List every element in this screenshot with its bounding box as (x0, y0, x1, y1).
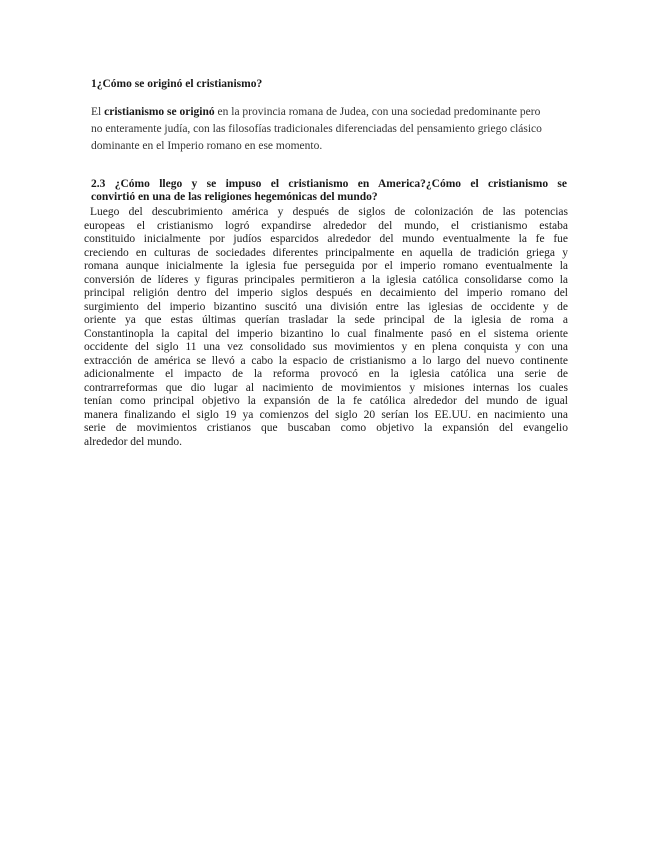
section2-body-line: surgimiento del imperio bizantino suscitó una división entre las iglesias de occidente y de (84, 300, 568, 313)
section2-body-line: constituido inicialmente por judíos esparcidos alrededor del mundo eventualmente la fe fue (84, 233, 568, 245)
section2-body-line: occidente del siglo 11 una vez consolidado sus movimientos y en plena conquista y con una (84, 341, 568, 353)
section2-body-line: extracción de américa se llevó a cabo la espacio de cristianismo a lo largo del nuevo continente (84, 354, 568, 367)
answer-suffix: en la provincia romana de Judea, con una sociedad predominante pero (214, 106, 541, 118)
section2-body-line: principal religión dentro del imperio siglos después en decaimiento del imperio romano del (84, 287, 568, 299)
section1-answer-line-1 (91, 104, 573, 121)
section2-body-line: manera finalizando el siglo 19 ya comienzos del siglo 20 serían los EE.UU. en nacimiento una (84, 408, 568, 421)
answer-bold-phrase: cristianismo se originó (104, 106, 215, 118)
section2-heading (91, 178, 567, 204)
section1-heading: 1¿Cómo se originó el cristianismo? (91, 78, 263, 90)
section2-body-line: tenían como principal objetivo la expansión de la fe católica alrededor del mundo de igual (84, 395, 568, 407)
section2-body-line: romana aunque inicialmente la iglesia fue perseguida por el imperio romano eventualmente la (84, 260, 568, 272)
section2-body-line: Luego del descubrimiento américa y después de siglos de colonización de las potencias (90, 206, 568, 218)
section2-body-line: oriente ya que estas últimas querían trasladar la sede principal de la iglesia de roma a (84, 314, 568, 326)
section2-body-line: adicionalmente el impacto de la reforma provocó en la iglesia católica una serie de (84, 368, 568, 380)
section2-heading-line-1: 2.3 ¿Cómo llego y se impuso el cristianismo en America?¿Cómo el cristianismo se (91, 178, 567, 190)
section2-body-line: Constantinopla la capital del imperio bizantino lo cual finalmente pasó en el sistema oriente (84, 327, 568, 340)
answer-prefix: El (91, 106, 105, 118)
section2-body-line: creciendo en culturas de sociedades diferentes principalmente en aquella de tradición griega y (84, 246, 568, 259)
section2-body (84, 206, 568, 449)
section2-body-line: europeas el cristianismo logró expandirse alrededor del mundo, el cristianismo estaba (84, 219, 568, 232)
section1-answer-line-2: no enteramente judía, con las filosofías tradicionales diferenciadas del pensamiento griego clásico (91, 123, 542, 135)
section2-heading-line-2: convirtió en una de las religiones hegemónicas del mundo? (91, 191, 378, 203)
section2-body-line: conversión de líderes y figuras principales permitieron a la iglesia católica consolidarse como la (84, 273, 568, 286)
section2-body-line: serie de movimientos cristianos que buscaban como objetivo la expansión del evangelio (84, 422, 568, 434)
section2-body-line: alrededor del mundo. (84, 435, 183, 448)
section1-answer-line-3: dominante en el Imperio romano en ese momento. (91, 140, 323, 152)
section2-body-line: contrarreformas que dio lugar al nacimiento de movimientos y misiones internas los cuales (84, 381, 568, 394)
section1-answer (91, 104, 573, 155)
